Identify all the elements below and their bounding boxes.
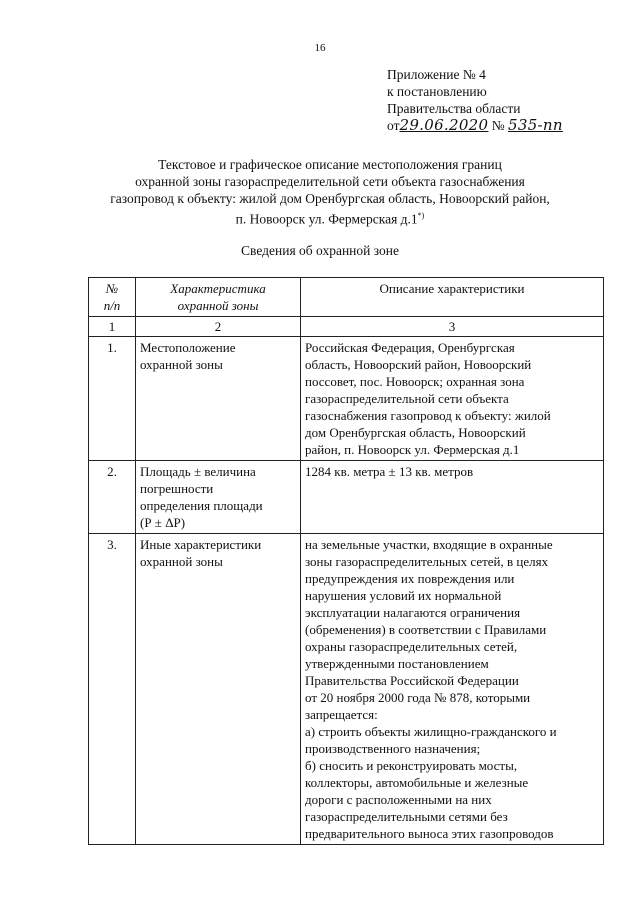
table-row	[89, 461, 604, 534]
column-number-1: 1	[89, 317, 136, 337]
row-characteristic: Иные характеристики охранной зоны	[136, 534, 301, 845]
document-title	[60, 156, 600, 228]
appendix-block	[387, 66, 563, 134]
title-line-3: газопровод к объекту: жилой дом Оренбургская область, Новоорский район,	[110, 191, 550, 206]
appendix-line-2: к постановлению	[387, 84, 487, 99]
column-number-row	[89, 317, 604, 337]
table-header-row	[89, 278, 604, 317]
header-description: Описание характеристики	[301, 278, 604, 317]
row-description: Российская Федерация, Оренбургская область, Новоорский район, Новоорский поссовет, пос. Новоорск; охранная зона газораспределительной сети объекта газоснабжения газопровод к объекту: жилой дом Оренбургская область, Новоорский район, п. Новоорск ул. Фермерская д.1	[301, 337, 604, 461]
row-number: 3.	[89, 534, 136, 845]
header-number: № п/п	[89, 278, 136, 317]
section-subtitle: Сведения об охранной зоне	[241, 243, 399, 258]
header-characteristic: Характеристика охранной зоны	[136, 278, 301, 317]
title-line-4-text: п. Новоорск ул. Фермерская д.1	[235, 211, 418, 227]
appendix-number: 535-пп	[508, 116, 563, 134]
row-description: 1284 кв. метра ± 13 кв. метров	[301, 461, 604, 534]
appendix-date-line	[387, 117, 563, 134]
appendix-line-3: Правительства области	[387, 101, 521, 116]
title-line-1: Текстовое и графическое описание местоположения границ	[158, 157, 502, 172]
row-number: 1.	[89, 337, 136, 461]
appendix-number-label: №	[491, 118, 505, 133]
appendix-date: 29.06.2020	[399, 116, 489, 134]
column-number-3: 3	[301, 317, 604, 337]
footnote-mark: *)	[417, 211, 425, 220]
zone-table	[88, 277, 604, 845]
title-line-2: охранной зоны газораспределительной сети объекта газоснабжения	[135, 174, 525, 189]
row-number: 2.	[89, 461, 136, 534]
column-number-2: 2	[136, 317, 301, 337]
table-row	[89, 534, 604, 845]
table-row	[89, 337, 604, 461]
row-description: на земельные участки, входящие в охранные зоны газораспределительных сетей, в целях предупреждения их повреждения или нарушения условий их нормальной эксплуатации налагаются ограничения (обременения) в соответствии с Правилами охраны газораспределительных сетей, утвержденными постановлением Правительства Российской Федерации от 20 ноября 2000 года № 878, которыми запрещается: а) строить объекты жилищно-гражданского и производственного назначения; б) сносить и реконструировать мосты, коллекторы, автомобильные и железные дороги с расположенными на них газораспределительными сетями без предварительного выноса этих газопроводов	[301, 534, 604, 845]
row-characteristic: Местоположение охранной зоны	[136, 337, 301, 461]
title-line-4	[60, 207, 600, 228]
appendix-from-label: от	[387, 118, 400, 133]
page-number: 16	[314, 42, 326, 54]
row-characteristic: Площадь ± величина погрешности определения площади (Р ± ΔР)	[136, 461, 301, 534]
appendix-line-1: Приложение № 4	[387, 67, 486, 82]
